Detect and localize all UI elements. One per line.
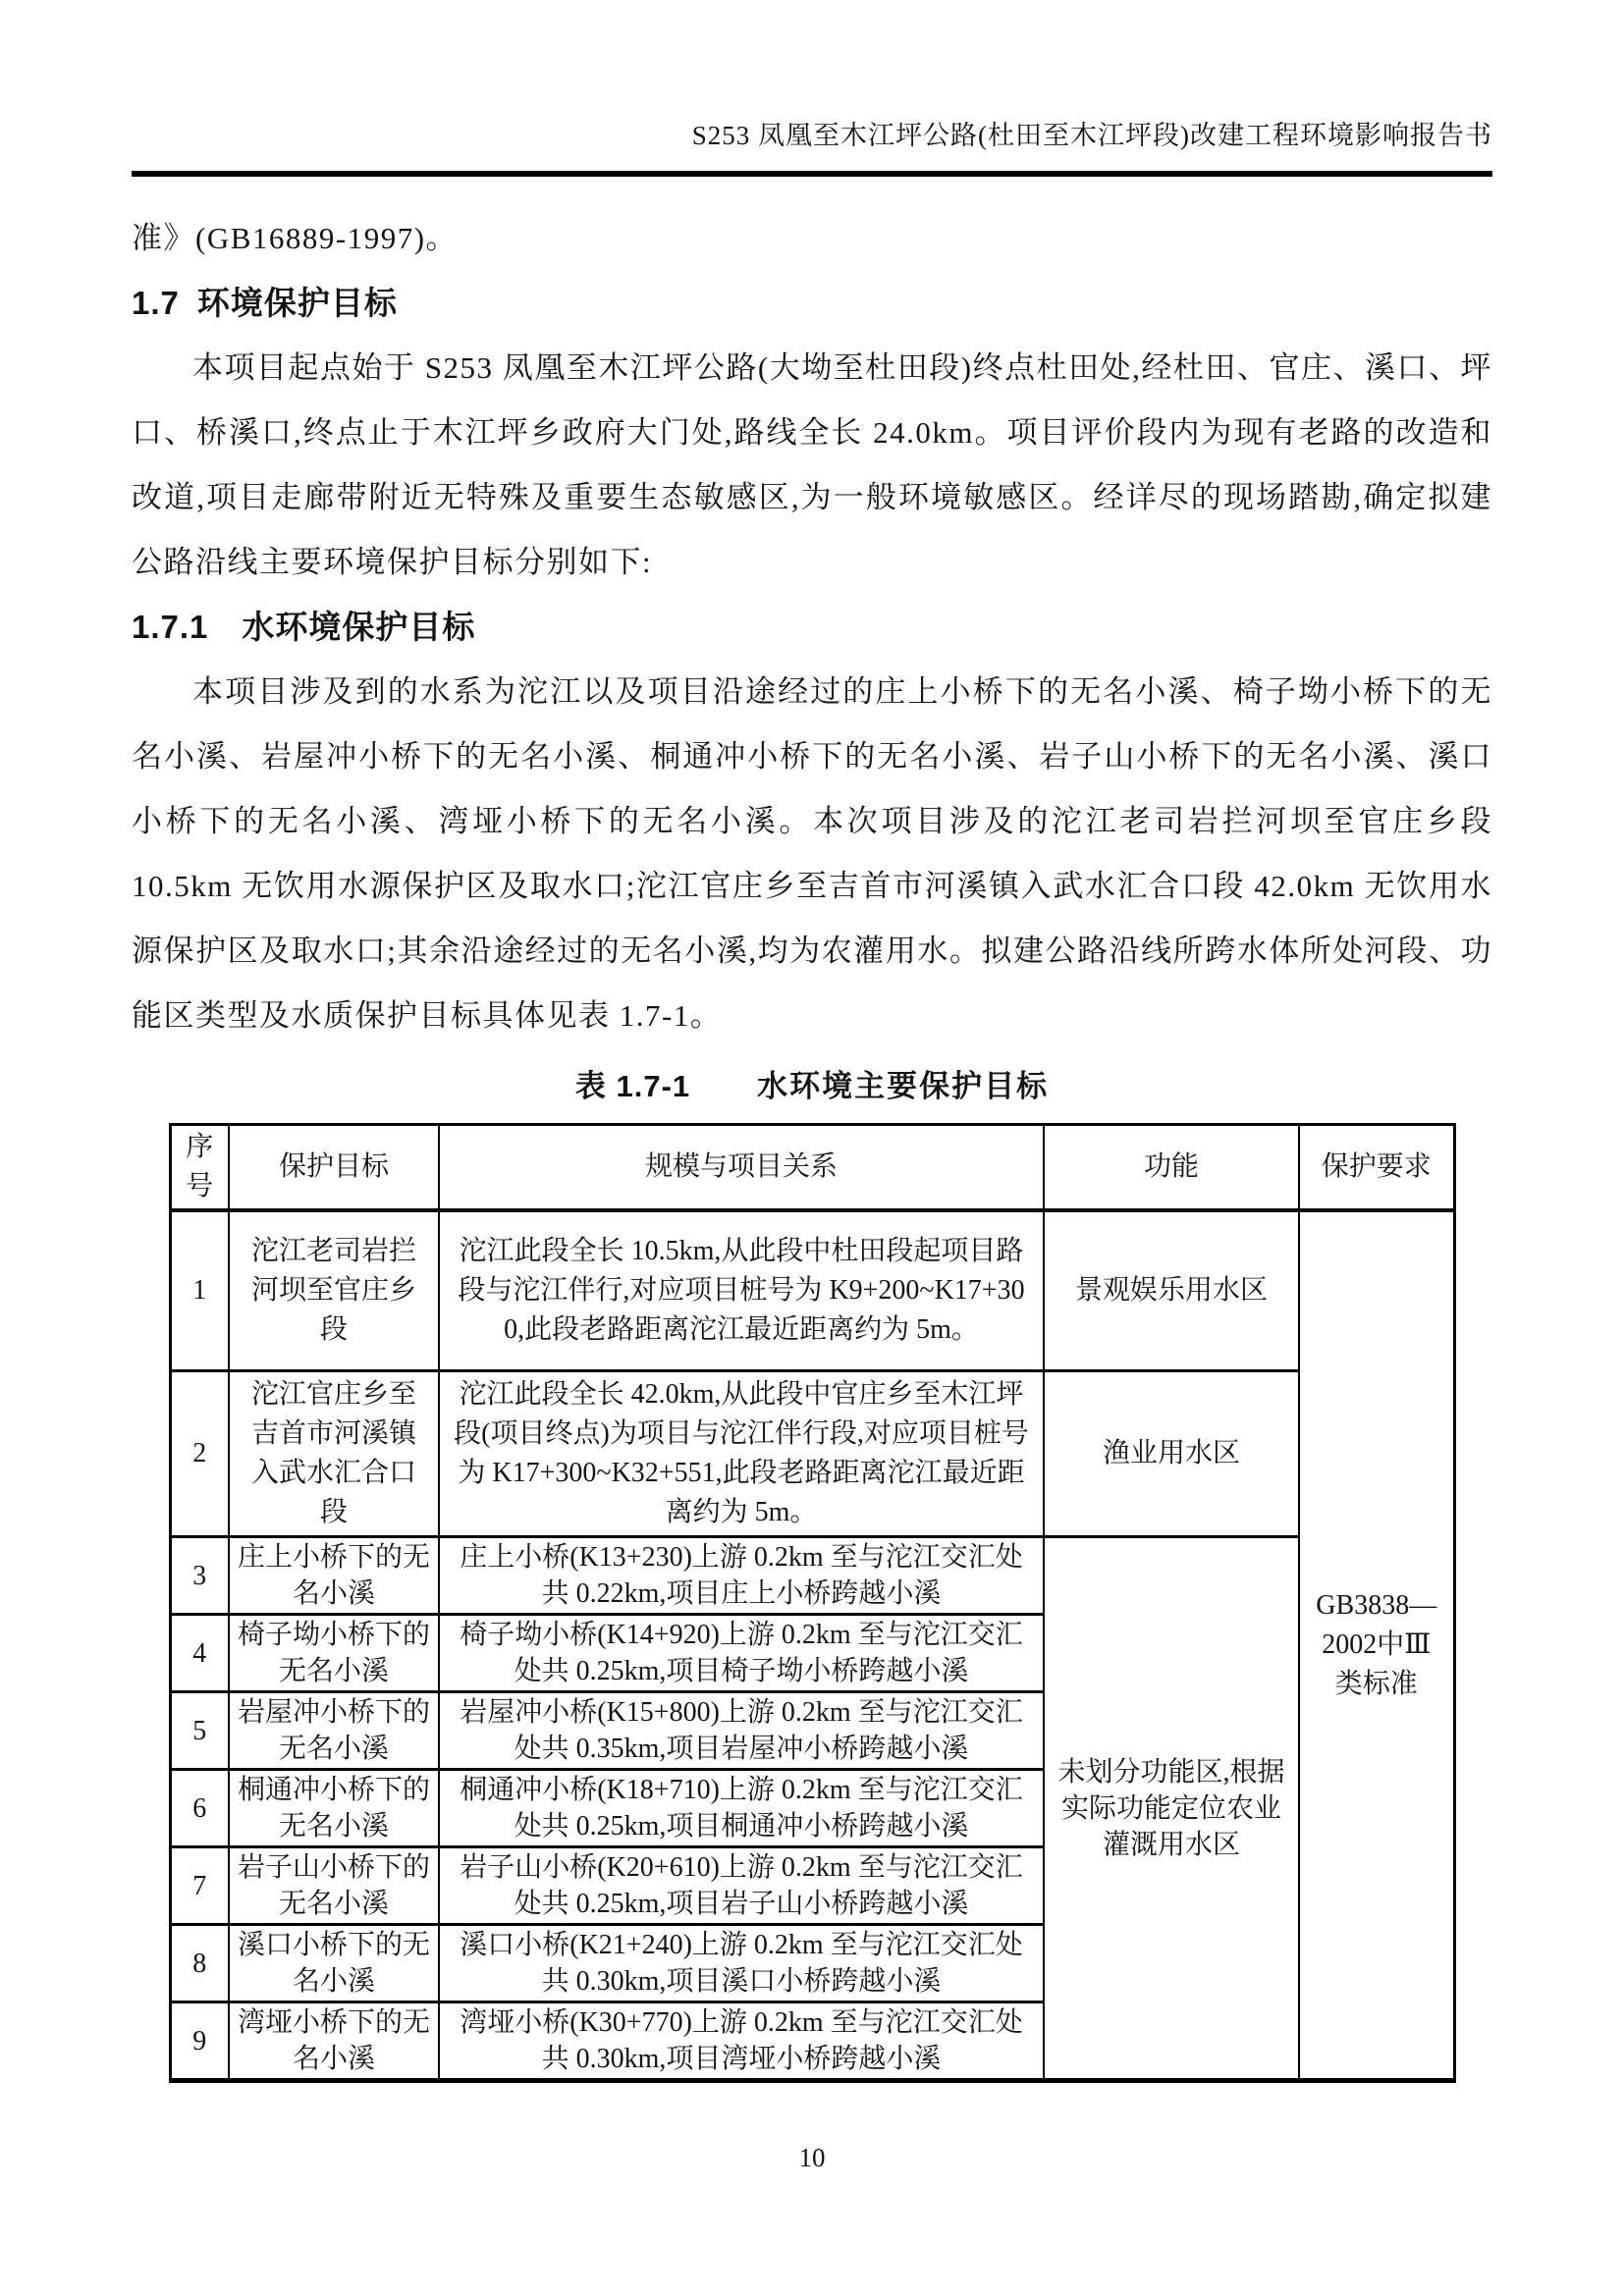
page-number: 10 bbox=[798, 2143, 826, 2172]
col-header-index: 序号 bbox=[170, 1125, 229, 1211]
cell-relation: 沱江此段全长 42.0km,从此段中官庄乡至木江坪段(项目终点)为项目与沱江伴行段,对应项目桩号为 K17+300~K32+551,此段老路距离沱江最近距离约为 5m。 bbox=[439, 1371, 1044, 1537]
cell-index: 9 bbox=[170, 2002, 229, 2081]
header-rule bbox=[132, 171, 1492, 177]
cell-index: 6 bbox=[170, 1770, 229, 1847]
col-header-relation: 规模与项目关系 bbox=[439, 1125, 1044, 1211]
cell-index: 3 bbox=[170, 1537, 229, 1615]
water-protection-table bbox=[169, 1123, 1456, 2083]
table-caption bbox=[132, 1056, 1492, 1117]
cell-target: 溪口小桥下的无名小溪 bbox=[229, 1925, 439, 2002]
cell-index: 1 bbox=[170, 1210, 229, 1371]
subsection-title: 水环境保护目标 bbox=[242, 609, 476, 645]
table-row bbox=[170, 1210, 1454, 1371]
document-body bbox=[132, 206, 1492, 2083]
table-caption-label: 表 1.7-1 bbox=[574, 1069, 691, 1103]
cell-index: 2 bbox=[170, 1371, 229, 1537]
cell-target: 桐通冲小桥下的无名小溪 bbox=[229, 1770, 439, 1847]
section-title: 环境保护目标 bbox=[196, 285, 398, 321]
page-footer bbox=[132, 2138, 1492, 2177]
report-title: S253 凤凰至木江坪公路(杜田至木江坪段)改建工程环境影响报告书 bbox=[691, 121, 1492, 150]
cell-function-merged: 未划分功能区,根据实际功能定位农业灌溉用水区 bbox=[1044, 1537, 1299, 2081]
cell-relation: 沱江此段全长 10.5km,从此段中杜田段起项目路段与沱江伴行,对应项目桩号为 K9+200~K17+300,此段老路距离沱江最近距离约为 5m。 bbox=[439, 1210, 1044, 1371]
paragraph-project-overview: 本项目起点始于 S253 凤凰至木江坪公路(大坳至杜田段)终点杜田处,经杜田、官庄、溪口、坪口、桥溪口,终点止于木江坪乡政府大门处,路线全长 24.0km。项目评价段内为现有老路的改造和改道,项目走廊带附近无特殊及重要生态敏感区,为一般环境敏感区。经详尽的现场踏勘,确定拟建公路沿线主要环境保护目标分别如下: bbox=[132, 350, 1492, 579]
table-row bbox=[170, 1371, 1454, 1537]
cell-index: 4 bbox=[170, 1615, 229, 1692]
cell-index: 8 bbox=[170, 1925, 229, 2002]
cell-function: 渔业用水区 bbox=[1044, 1371, 1299, 1537]
cell-relation: 椅子坳小桥(K14+920)上游 0.2km 至与沱江交汇处共 0.25km,项目椅子坳小桥跨越小溪 bbox=[439, 1615, 1044, 1692]
cell-target: 沱江官庄乡至吉首市河溪镇入武水汇合口段 bbox=[229, 1371, 439, 1537]
cell-relation: 桐通冲小桥(K18+710)上游 0.2km 至与沱江交汇处共 0.25km,项目桐通冲小桥跨越小溪 bbox=[439, 1770, 1044, 1847]
section-number: 1.7 bbox=[132, 285, 180, 321]
cell-relation: 湾垭小桥(K30+770)上游 0.2km 至与沱江交汇处共 0.30km,项目湾垭小桥跨越小溪 bbox=[439, 2002, 1044, 2081]
table-row bbox=[170, 1537, 1454, 1615]
subsection-heading bbox=[132, 595, 1492, 660]
cell-relation: 庄上小桥(K13+230)上游 0.2km 至与沱江交汇处共 0.22km,项目庄上小桥跨越小溪 bbox=[439, 1537, 1044, 1615]
cell-relation: 溪口小桥(K21+240)上游 0.2km 至与沱江交汇处共 0.30km,项目溪口小桥跨越小溪 bbox=[439, 1925, 1044, 2002]
cell-target: 庄上小桥下的无名小溪 bbox=[229, 1537, 439, 1615]
cell-index: 7 bbox=[170, 1847, 229, 1925]
col-header-target: 保护目标 bbox=[229, 1125, 439, 1211]
cell-index: 5 bbox=[170, 1692, 229, 1770]
cell-requirement: GB3838—2002中Ⅲ类标准 bbox=[1299, 1210, 1454, 2081]
paragraph-water-targets: 本项目涉及到的水系为沱江以及项目沿途经过的庄上小桥下的无名小溪、椅子坳小桥下的无名小溪、岩屋冲小桥下的无名小溪、桐通冲小桥下的无名小溪、岩子山小桥下的无名小溪、溪口小桥下的无名小溪、湾垭小桥下的无名小溪。本次项目涉及的沱江老司岩拦河坝至官庄乡段 10.5km 无饮用水源保护区及取水口;沱江官庄乡至吉首市河溪镇入武水汇合口段 42.0km 无饮用水源保护区及取水口;其余沿途经过的无名小溪,均为农灌用水。拟建公路沿线所跨水体所处河段、功能区类型及水质保护目标具体见表 1.7-1。 bbox=[132, 674, 1492, 1033]
cell-relation: 岩屋冲小桥(K15+800)上游 0.2km 至与沱江交汇处共 0.35km,项目岩屋冲小桥跨越小溪 bbox=[439, 1692, 1044, 1770]
cell-target: 岩屋冲小桥下的无名小溪 bbox=[229, 1692, 439, 1770]
table-caption-title: 水环境主要保护目标 bbox=[757, 1069, 1050, 1103]
section-heading bbox=[132, 271, 1492, 336]
col-header-function: 功能 bbox=[1044, 1125, 1299, 1211]
cell-function: 景观娱乐用水区 bbox=[1044, 1210, 1299, 1371]
col-header-requirement: 保护要求 bbox=[1299, 1125, 1454, 1211]
subsection-number: 1.7.1 bbox=[132, 609, 209, 645]
cell-target: 岩子山小桥下的无名小溪 bbox=[229, 1847, 439, 1925]
cell-target: 沱江老司岩拦河坝至官庄乡段 bbox=[229, 1210, 439, 1371]
table-header-row bbox=[170, 1125, 1454, 1211]
cell-target: 湾垭小桥下的无名小溪 bbox=[229, 2002, 439, 2081]
leading-fragment: 准》(GB16889-1997)。 bbox=[132, 221, 459, 255]
running-header bbox=[132, 116, 1492, 177]
cell-relation: 岩子山小桥(K20+610)上游 0.2km 至与沱江交汇处共 0.25km,项目岩子山小桥跨越小溪 bbox=[439, 1847, 1044, 1925]
cell-target: 椅子坳小桥下的无名小溪 bbox=[229, 1615, 439, 1692]
